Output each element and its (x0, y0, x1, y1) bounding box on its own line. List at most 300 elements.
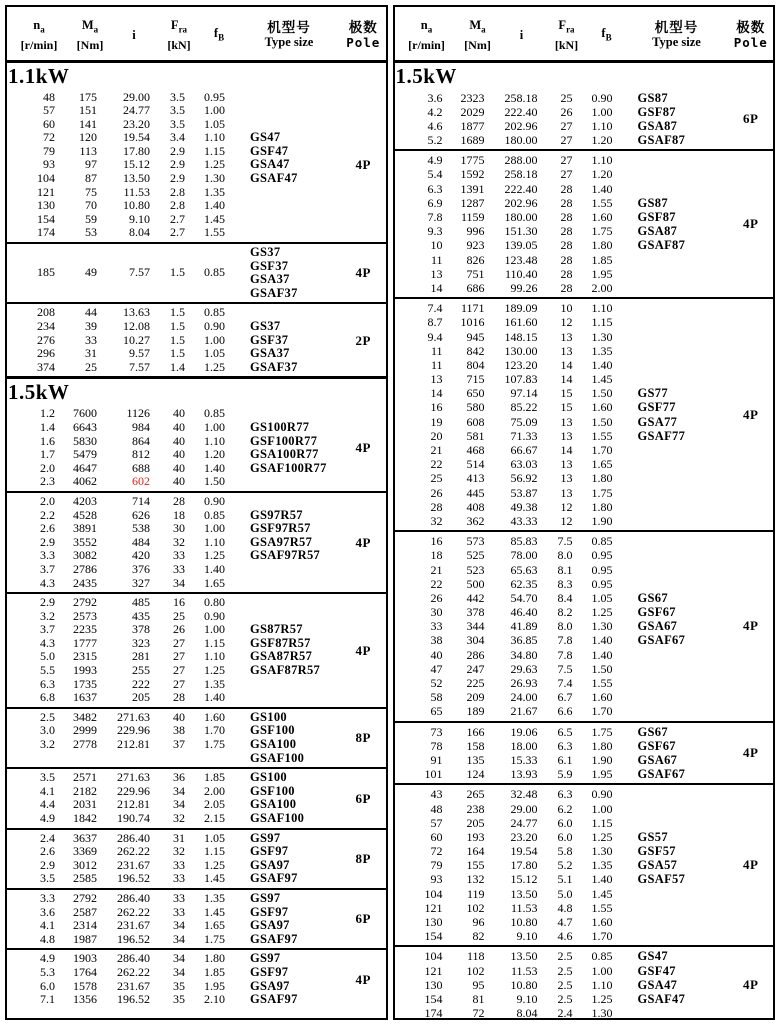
i-cell: 271.63 (117, 770, 150, 785)
ma-cell: 2314 (73, 918, 97, 933)
fra-cell: 27 (560, 133, 573, 148)
fra-cell: 36 (173, 770, 185, 785)
i-cell: 24.00 (510, 690, 538, 705)
i-cell: 231.67 (117, 857, 150, 872)
col-header-service-factor: $f_B$ (601, 25, 612, 42)
i-cell: 288.00 (504, 153, 538, 168)
ma-cell: 4203 (73, 493, 97, 508)
na-cell: 28 (430, 499, 443, 514)
fra-cell: 6.0 (557, 815, 573, 830)
fb-cell: 1.30 (591, 1006, 613, 1020)
fra-cell: 13 (560, 414, 573, 429)
na-cell: 4.3 (40, 575, 55, 590)
fra-cell: 35 (173, 992, 185, 1007)
i-cell: 53.87 (510, 485, 538, 500)
fra-cell: 2.7 (170, 225, 185, 240)
type-size-label: GSA67 (637, 619, 678, 634)
i-cell: 262.22 (117, 844, 150, 859)
ma-cell: 514 (466, 457, 485, 472)
ma-cell: 59 (85, 211, 97, 226)
type-size-label: GSAF67 (637, 767, 686, 782)
pole-label: 4P (743, 976, 759, 992)
ma-cell: 3369 (73, 844, 97, 859)
fra-cell: 8.0 (557, 548, 573, 563)
ma-cell: 189 (466, 704, 485, 719)
type-size-label: GSAF37 (250, 285, 298, 300)
i-cell: 1126 (126, 406, 150, 421)
na-cell: 18 (430, 548, 443, 563)
ma-cell: 2323 (460, 90, 485, 105)
fb-cell: 0.85 (204, 507, 225, 522)
ma-cell: 75 (85, 184, 97, 199)
type-size-label: GSF87 (637, 104, 676, 119)
ma-cell: 1171 (460, 301, 485, 316)
i-cell: 435 (132, 608, 150, 623)
type-size-label: GS100 (250, 709, 287, 724)
na-cell: 57 (430, 815, 443, 830)
ma-cell: 33 (85, 332, 97, 347)
type-size-label: GSA47 (250, 157, 290, 172)
gear-block (7, 707, 386, 767)
fb-cell: 1.15 (204, 143, 225, 158)
na-cell: 2.6 (40, 844, 55, 859)
fb-cell: 0.90 (591, 787, 613, 802)
fb-cell: 1.50 (204, 474, 225, 489)
fb-cell: 0.90 (204, 493, 225, 508)
ma-cell: 1903 (73, 951, 97, 966)
ma-cell: 413 (466, 471, 485, 486)
fra-cell: 27 (560, 153, 573, 168)
ma-cell: 44 (85, 305, 97, 320)
fb-cell: 1.85 (591, 252, 613, 267)
i-cell: 26.93 (510, 676, 538, 690)
fra-cell: 13 (560, 471, 573, 486)
fb-cell: 1.50 (591, 414, 613, 429)
ma-cell: 5479 (73, 447, 97, 462)
fb-cell: 1.70 (591, 704, 613, 719)
i-cell: 714 (132, 493, 150, 508)
na-cell: 3.5 (40, 770, 55, 785)
ma-cell: 151 (79, 103, 97, 118)
i-cell: 11.53 (510, 963, 538, 978)
ma-cell: 238 (466, 801, 485, 816)
ma-cell: 523 (466, 562, 485, 577)
fb-cell: 1.10 (591, 118, 613, 133)
fb-cell: 1.40 (591, 647, 613, 662)
ma-cell: 304 (466, 633, 485, 648)
na-cell: 21 (430, 443, 443, 457)
na-cell: 6.3 (427, 181, 443, 196)
fb-cell: 2.00 (204, 783, 225, 798)
fra-cell: 6.1 (557, 752, 573, 767)
na-cell: 4.1 (40, 783, 55, 798)
na-cell: 72 (43, 130, 55, 145)
fb-cell: 1.95 (204, 978, 225, 993)
gear-block (395, 945, 774, 1020)
fra-cell: 8.0 (557, 619, 573, 634)
i-cell: 258.18 (504, 90, 538, 105)
fra-cell: 6.3 (557, 738, 573, 753)
fb-cell: 1.70 (591, 443, 613, 457)
gear-block (7, 89, 386, 243)
na-cell: 11 (430, 343, 443, 358)
ma-cell: 442 (466, 590, 485, 605)
fra-cell: 7.8 (557, 647, 573, 662)
i-cell: 485 (132, 595, 150, 610)
i-cell: 10.80 (510, 915, 538, 929)
fra-cell: 34 (173, 575, 185, 590)
fb-cell: 1.30 (591, 329, 613, 344)
fb-cell: 1.00 (591, 801, 613, 816)
fb-cell: 1.45 (591, 886, 613, 901)
i-cell: 85.22 (510, 400, 538, 415)
fb-cell: 0.90 (204, 608, 225, 623)
i-cell: 180.00 (504, 133, 538, 148)
fra-cell: 2.8 (170, 184, 185, 199)
fra-cell: 14 (560, 443, 573, 457)
pole-label: 4P (355, 971, 371, 987)
fb-cell: 1.00 (204, 521, 225, 536)
ma-cell: 96 (472, 915, 485, 929)
i-cell: 24.77 (123, 103, 150, 118)
fb-cell: 1.45 (204, 904, 225, 919)
col-header-type-size: 机型号 Type size (264, 20, 314, 50)
ma-cell: 2571 (73, 770, 97, 785)
i-cell: 376 (132, 561, 150, 576)
fb-cell: 1.40 (204, 460, 225, 475)
ma-cell: 2999 (73, 723, 97, 738)
gear-block (395, 149, 774, 297)
na-cell: 154 (424, 929, 443, 944)
type-size-label: GSF100 (250, 783, 295, 798)
fra-cell: 38 (173, 723, 185, 738)
gear-block (7, 242, 386, 302)
fra-cell: 1.5 (170, 346, 185, 361)
i-cell: 9.10 (516, 991, 538, 1006)
i-cell: 212.81 (117, 797, 150, 812)
type-size-label: GS100 (250, 770, 287, 785)
i-cell: 7.57 (129, 265, 150, 280)
fb-cell: 1.90 (591, 513, 613, 528)
gear-block (7, 828, 386, 888)
fra-cell: 6.6 (557, 704, 573, 719)
type-size-label: GSAF97 (250, 931, 298, 946)
type-size-label: GS97 (250, 830, 281, 845)
ma-cell: 113 (79, 143, 97, 158)
i-cell: 255 (132, 663, 150, 678)
fb-cell: 1.25 (204, 359, 225, 374)
ma-cell: 2182 (73, 783, 97, 798)
ma-cell: 1987 (73, 931, 97, 946)
na-cell: 25 (430, 471, 443, 486)
ma-cell: 2778 (73, 737, 97, 752)
ma-cell: 378 (466, 605, 485, 620)
ma-cell: 923 (466, 238, 485, 253)
fra-cell: 28 (560, 210, 573, 224)
i-cell: 19.54 (510, 844, 538, 859)
ma-cell: 70 (85, 198, 97, 213)
ma-cell: 209 (466, 690, 485, 705)
na-cell: 22 (430, 457, 443, 472)
i-cell: 9.10 (129, 211, 150, 226)
i-cell: 13.50 (123, 171, 150, 186)
fra-cell: 26 (560, 104, 573, 119)
na-cell: 4.9 (427, 153, 443, 168)
ma-cell: 751 (466, 266, 485, 281)
fra-cell: 12 (560, 315, 573, 330)
ma-cell: 158 (466, 738, 485, 753)
i-cell: 32.48 (510, 787, 538, 802)
ma-cell: 1356 (73, 992, 97, 1007)
fb-cell: 1.80 (591, 238, 613, 253)
fb-cell: 1.75 (591, 224, 613, 239)
pole-label: 4P (355, 265, 371, 281)
type-size-label: GSA97R57 (250, 534, 313, 549)
na-cell: 5.0 (40, 649, 55, 664)
na-cell: 2.5 (40, 709, 55, 724)
na-cell: 2.9 (40, 595, 55, 610)
na-cell: 3.6 (427, 90, 443, 105)
ma-cell: 2587 (73, 904, 97, 919)
ma-cell: 164 (466, 844, 485, 859)
na-cell: 9.3 (427, 224, 443, 239)
fra-cell: 7.5 (557, 534, 573, 549)
fb-cell: 1.25 (204, 157, 225, 172)
type-size-label: GSF47 (637, 963, 676, 978)
type-size-label: GSF57 (637, 844, 676, 859)
i-cell: 538 (132, 521, 150, 536)
type-size-label: GSA37 (250, 272, 290, 287)
i-cell: 229.96 (117, 723, 150, 738)
type-size-label: GSAF77 (637, 428, 686, 443)
pole-label: 8P (355, 850, 371, 866)
na-cell: 104 (424, 949, 443, 964)
ma-cell: 408 (466, 499, 485, 514)
ma-cell: 2029 (460, 104, 485, 119)
fra-cell: 6.3 (557, 787, 573, 802)
i-cell: 66.67 (510, 443, 538, 457)
fb-cell: 1.45 (591, 372, 613, 387)
fra-cell: 33 (173, 857, 185, 872)
i-cell: 9.10 (516, 929, 538, 944)
na-cell: 4.4 (40, 797, 55, 812)
na-cell: 60 (430, 829, 443, 844)
fra-cell: 28 (173, 493, 185, 508)
fra-cell: 33 (173, 548, 185, 563)
fb-cell: 1.50 (591, 386, 613, 401)
ma-cell: 1735 (73, 676, 97, 691)
fb-cell: 1.25 (204, 548, 225, 563)
ma-cell: 102 (466, 900, 485, 915)
i-cell: 212.81 (117, 737, 150, 752)
type-size-label: GSA47 (637, 977, 678, 992)
na-cell: 4.8 (40, 931, 55, 946)
fb-cell: 0.95 (591, 548, 613, 563)
fb-cell: 1.40 (591, 181, 613, 196)
na-cell: 52 (430, 676, 443, 690)
i-cell: 65.63 (510, 562, 538, 577)
type-size-label: GSA100 (250, 737, 297, 752)
fb-cell: 1.55 (591, 676, 613, 690)
i-cell: 10.80 (510, 977, 538, 992)
ma-cell: 5830 (73, 433, 97, 448)
fra-cell: 1.5 (170, 319, 185, 333)
i-cell: 12.08 (123, 319, 150, 333)
ma-cell: 286 (466, 647, 485, 662)
fra-cell: 6.5 (557, 724, 573, 739)
fra-cell: 33 (173, 890, 185, 905)
fb-cell: 1.55 (591, 428, 613, 443)
na-cell: 40 (430, 647, 443, 662)
i-cell: 123.20 (504, 357, 538, 372)
fra-cell: 15 (560, 386, 573, 401)
type-size-label: GS87 (637, 90, 668, 105)
fra-cell: 2.5 (557, 949, 573, 964)
ma-cell: 581 (466, 428, 485, 443)
ma-cell: 1842 (73, 811, 97, 825)
na-cell: 10 (430, 238, 443, 253)
fb-cell: 1.40 (591, 633, 613, 648)
fra-cell: 25 (560, 90, 573, 105)
i-cell: 36.85 (510, 633, 538, 648)
na-cell: 3.3 (40, 548, 55, 563)
fra-cell: 34 (173, 918, 185, 933)
na-cell: 65 (430, 704, 443, 719)
fra-cell: 33 (173, 871, 185, 886)
na-cell: 48 (43, 89, 55, 104)
fra-cell: 13 (560, 329, 573, 344)
na-cell: 104 (424, 886, 443, 901)
na-cell: 13 (430, 372, 443, 387)
na-cell: 2.0 (40, 460, 55, 475)
gear-block (7, 767, 386, 827)
fb-cell: 0.80 (204, 595, 225, 610)
fb-cell: 1.65 (204, 918, 225, 933)
type-size-label: GS97R57 (250, 507, 303, 522)
ma-cell: 72 (472, 1006, 485, 1020)
section-title: 1.1kW (8, 63, 70, 88)
i-cell: 54.70 (510, 590, 538, 605)
na-cell: 21 (430, 562, 443, 577)
na-cell: 5.2 (427, 133, 443, 148)
fb-cell: 1.45 (204, 211, 225, 226)
ma-cell: 31 (85, 346, 97, 361)
fb-cell: 1.95 (591, 266, 613, 281)
ma-cell: 3891 (73, 521, 97, 536)
ma-cell: 1592 (460, 167, 485, 182)
ma-cell: 205 (466, 815, 485, 830)
i-cell: 29.63 (510, 661, 538, 676)
i-cell: 21.67 (510, 704, 538, 719)
fra-cell: 2.7 (170, 211, 185, 226)
type-size-label: GSA97 (250, 918, 290, 933)
na-cell: 14 (430, 280, 443, 295)
fra-cell: 5.1 (557, 872, 573, 887)
fra-cell: 25 (173, 608, 185, 623)
ma-cell: 1993 (73, 663, 97, 678)
fb-cell: 1.80 (204, 951, 225, 966)
fra-cell: 8.3 (557, 576, 573, 591)
fra-cell: 32 (173, 844, 185, 859)
pole-label: 4P (355, 440, 371, 456)
fra-cell: 8.1 (557, 562, 573, 577)
type-size-label: GSA67 (637, 752, 678, 767)
type-size-label: GSF87R57 (250, 635, 311, 650)
i-cell: 262.22 (117, 904, 150, 919)
type-size-label: GSA87 (637, 118, 678, 133)
ma-cell: 1764 (73, 964, 97, 979)
i-cell: 15.12 (510, 872, 538, 887)
right-table-body (395, 63, 774, 1021)
i-cell: 43.33 (510, 513, 538, 528)
ma-cell: 2235 (73, 622, 97, 637)
type-size-label: GSF97R57 (250, 521, 311, 536)
i-cell: 602 (132, 474, 150, 489)
ma-cell: 573 (466, 534, 485, 549)
na-cell: 7.8 (427, 210, 443, 224)
na-cell: 296 (37, 346, 55, 361)
na-cell: 6.8 (40, 690, 55, 705)
fb-cell: 1.65 (591, 457, 613, 472)
fra-cell: 2.5 (557, 991, 573, 1006)
na-cell: 154 (37, 211, 55, 226)
type-size-label: GSF37 (250, 332, 289, 347)
na-cell: 4.2 (427, 104, 443, 119)
na-cell: 3.5 (40, 871, 55, 886)
section-title: 1.5kW (395, 63, 457, 88)
fra-cell: 5.2 (557, 858, 573, 873)
fb-cell: 1.10 (591, 301, 613, 316)
ma-cell: 2786 (73, 561, 97, 576)
type-size-label: GS97 (250, 951, 281, 966)
ma-cell: 1877 (460, 118, 485, 133)
na-cell: 2.3 (40, 474, 55, 489)
fra-cell: 3.5 (170, 89, 185, 104)
ma-cell: 95 (472, 977, 485, 992)
type-size-label: GSA100R77 (250, 447, 319, 462)
fb-cell: 1.50 (591, 661, 613, 676)
na-cell: 2.4 (40, 830, 55, 845)
fra-cell: 34 (173, 964, 185, 979)
fra-cell: 27 (173, 676, 185, 691)
fra-cell: 40 (173, 447, 185, 462)
pole-label: 4P (743, 406, 759, 422)
fra-cell: 28 (560, 181, 573, 196)
i-cell: 130.00 (504, 343, 538, 358)
pole-label: 4P (743, 744, 759, 760)
fra-cell: 35 (173, 978, 185, 993)
ma-cell: 1287 (460, 195, 485, 210)
type-size-label: GS37 (250, 245, 281, 260)
fb-cell: 1.10 (591, 153, 613, 168)
fra-cell: 27 (173, 635, 185, 650)
i-cell: 29.00 (123, 89, 150, 104)
na-cell: 93 (430, 872, 443, 887)
fb-cell: 1.25 (204, 663, 225, 678)
type-size-label: GSA57 (637, 858, 678, 873)
ma-cell: 119 (466, 886, 485, 901)
ma-cell: 715 (466, 372, 485, 387)
ma-cell: 1777 (73, 635, 97, 650)
ma-cell: 141 (79, 116, 97, 131)
fra-cell: 7.5 (557, 661, 573, 676)
na-cell: 16 (430, 400, 443, 415)
right-table-header (395, 7, 774, 63)
na-cell: 78 (430, 738, 443, 753)
fb-cell: 1.60 (204, 709, 225, 724)
na-cell: 60 (43, 116, 55, 131)
na-cell: 6.0 (40, 978, 55, 993)
